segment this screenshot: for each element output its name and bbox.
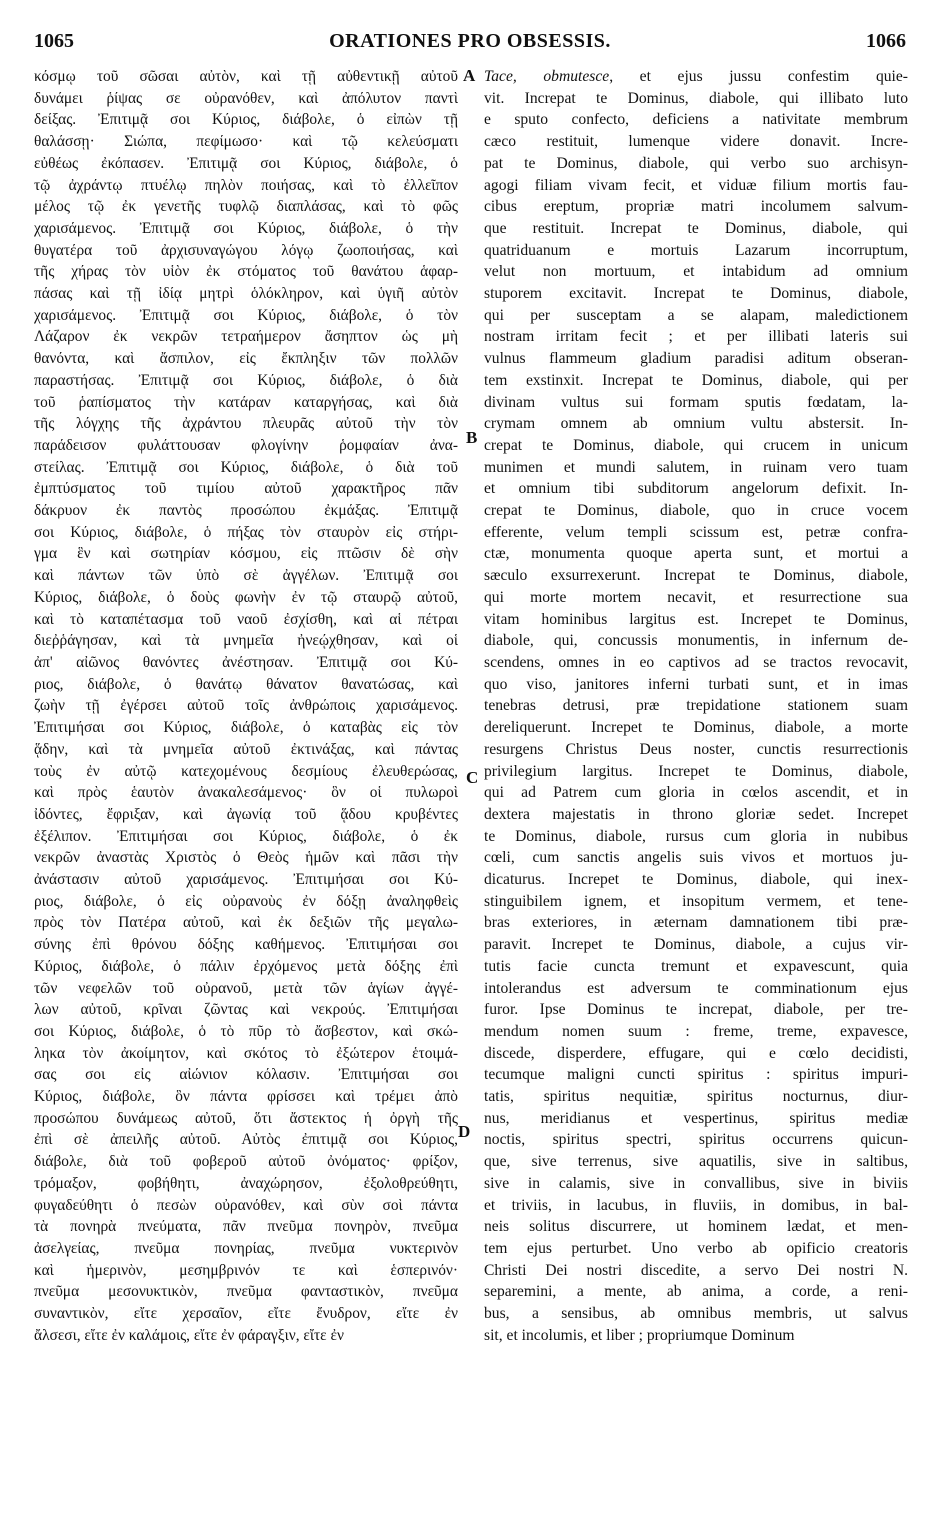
latin-text-line: qui ad Patrem cum gloria in cœlos ascendit, et in	[484, 784, 908, 802]
latin-text-line: sæculo exsurrexerunt. Increpat te Dominus, diabole,	[484, 567, 908, 585]
latin-text-line: mendum nomen suum : freme, treme, expavesce,	[484, 1022, 908, 1040]
latin-text-line: bras exteriores, in æternam damnationem tibi præ-	[484, 914, 908, 932]
greek-text-line: ἐξέλιπον. Ἐπιτιμήσαι σοι Κύριος, διάβολε, ὁ ἐκ	[34, 827, 458, 845]
greek-text-line: ᾅδην, καὶ τὰ μνημεῖα αὐτοῦ ἐκτινάξας, καὶ πάντας	[34, 740, 458, 758]
latin-text-line: ctæ, monumenta quoque aperta sunt, et mortui a	[484, 545, 908, 563]
greek-text-line: παράδεισον φυλάττουσαν φλογίνην ῥομφαίαν ἀνα-	[34, 436, 458, 454]
latin-text-line: sit, et incolumis, et liber ; propriumque Dominum	[484, 1326, 795, 1344]
greek-text-line: ἀνάστασιν αὐτοῦ χαρισάμενος. Ἐπιτιμήσαι σοι Κύ-	[34, 871, 458, 889]
latin-text-line: discede, disperdere, effugare, qui e cœlo decidisti,	[484, 1044, 908, 1062]
greek-column	[34, 66, 458, 1346]
latin-column	[484, 66, 908, 1346]
latin-text-line: dereliquerunt. Increpet te Dominus, diabole, a morte	[484, 719, 908, 737]
greek-text-line: κόσμῳ τοῦ σῶσαι αὐτὸν, καὶ τῇ αὐθεντικῇ αὐτοῦ	[34, 68, 458, 85]
latin-text-line: tem ejus perturbet. Uno verbo ab opificio creatoris	[484, 1239, 908, 1257]
latin-text-line: cœli, cum sanctis angelis suis vivos et mortuos ju-	[484, 849, 908, 867]
latin-text-line: privilegium largitus. Increpet te Dominus, diabole,	[484, 762, 908, 780]
latin-text-line: crepat te Dominus, diabole, qui crucem in unicum	[484, 436, 908, 454]
running-header	[0, 30, 940, 64]
latin-text-line: crepat te Dominus, diabole, quo in cruce vocem	[484, 502, 908, 520]
greek-text-line: διάβολε, διὰ τοῦ φοβεροῦ αὐτοῦ ὀνόματος· φρίξον,	[34, 1153, 458, 1171]
greek-text-line: ἄλσεσι, εἴτε ἐν καλάμοις, εἴτε ἐν φάραγξιν, εἴτε ἐν	[34, 1326, 344, 1344]
greek-text-line: θανόντα, καὶ ἄσπιλον, εἰς ἔκπληξιν τῶν πολλῶν	[34, 350, 458, 368]
latin-text-line: tem exstinxit. Increpat te Dominus, diabole, qui per	[484, 371, 908, 389]
latin-text-line: paravit. Increpet te Dominus, diabole, a cujus vir-	[484, 936, 908, 954]
latin-text-line: nostram irritam fecit ; et per illibati lateris sui	[484, 328, 908, 346]
latin-text-line: et omnium tibi subditorum angelorum defixit. In-	[484, 480, 908, 498]
latin-text-line: sive in calamis, sive in convallibus, sive in biviis	[484, 1174, 908, 1192]
greek-text-line: πάσας καὶ τῇ ἰδίᾳ μητρὶ ὁλόκληρον, καὶ ὑγιῆ αὐτὸν	[34, 285, 458, 303]
latin-text-line: velut non mortuum, et intabidum ad omnium	[484, 263, 908, 281]
greek-text-line: Κύριος, διάβολε, ὃν πάντα φρίσσει καὶ τρέμει ἀπὸ	[34, 1088, 458, 1106]
greek-text-line: ἰδόντες, ἔφριξαν, καὶ ἀγωνίᾳ τοῦ ᾅδου κρυβέντες	[34, 805, 458, 823]
page-number-right: 1066	[866, 30, 906, 52]
greek-text-line: τῆς χήρας τὸν υἱὸν ἐκ στόματος τοῦ θανάτου ἁφαρ-	[34, 263, 458, 281]
latin-text-line: crymam omnem ab omnium vultu abstersit. In-	[484, 415, 908, 433]
greek-text-line: τῷ ἀχράντῳ πτυέλῳ πηλὸν ποιήσας, καὶ τὸ ἐλλεῖπον	[34, 176, 458, 194]
greek-text-line: διεῤῥάγησαν, καὶ τὰ μνημεῖα ἠνεῴχθησαν, καὶ οἱ	[34, 632, 458, 650]
section-marker-d: D	[458, 1122, 471, 1141]
latin-text-line: tutis facie cuncta tremunt et expavescunt, quia	[484, 957, 908, 975]
greek-text-line: τῆς λόγχης τῆς ἀχράντου πλευρᾶς αὐτοῦ τὴν τὸν	[34, 415, 458, 433]
greek-text-line: χαρισάμενος. Ἐπιτιμᾷ σοι Κύριος, διάβολε, ὁ τὴν	[34, 219, 458, 237]
greek-text-line: καὶ τὸ καταπέτασμα τοῦ ναοῦ ἐσχίσθη, καὶ αἱ πέτραι	[34, 610, 458, 628]
latin-text-line: dicaturus. Increpet te Dominus, diabole, qui inex-	[484, 871, 908, 889]
latin-text-line: bus, a sensibus, ab omnibus membris, ut salvus	[484, 1305, 908, 1323]
greek-text-line: νεκρῶν ἀναστὰς Χριστὸς ὁ Θεὸς ἡμῶν καὶ πᾶσι τὴν	[34, 849, 458, 867]
latin-text-line: neis solitus discurrere, ut hominem lædat, et men-	[484, 1218, 908, 1236]
greek-text-line: σοι Κύριος, διάβολε, ὁ πήξας τὸν σταυρὸν εἰς στήρι-	[34, 523, 458, 541]
latin-text-line: e sputo confecto, deficiens a nativitate membrum	[484, 111, 908, 129]
latin-text-line: furor. Ipse Dominus te increpat, diabole, per tre-	[484, 1001, 908, 1019]
greek-text-line: τοὺς ἐν αὐτῷ κατεχομένους δεσμίους ἐλευθερώσας,	[34, 762, 458, 780]
greek-text-line: καὶ πάντων τῶν ὑπὸ σὲ ἀγγέλων. Ἐπιτιμᾷ σοι	[34, 567, 458, 585]
greek-text-line: παραστήσας. Ἐπιτιμᾷ σοι Κύριος, διάβολε, ὁ διὰ	[34, 371, 458, 389]
greek-text-line: γμα ἓν καὶ σωτηρίαν κόσμου, εἰς πτῶσιν δὲ σὴν	[34, 545, 458, 563]
greek-text-line: σοι Κύριος, διάβολε, ὁ τὸ πῦρ τὸ ἄσβεστον, καὶ σκώ-	[34, 1022, 458, 1040]
greek-text-line: λων αὐτοῦ, κρῖναι ζῶντας καὶ νεκρούς. Ἐπιτιμήσαι	[34, 1001, 458, 1019]
latin-text-line: et triviis, in lacubus, in fluviis, in domibus, in bal-	[484, 1196, 908, 1214]
latin-text-line: scendens, omnes in eo captivos ad se tractos revocavit,	[484, 653, 908, 671]
greek-text-line: Κύριος, διάβολε, ὁ πάλιν ἐρχόμενος μετὰ δόξης ἐπὶ	[34, 957, 458, 975]
latin-text-line: nus, meridianus et vespertinus, spiritus mediæ	[484, 1109, 908, 1127]
latin-text-line: Christi Dei nostri discedite, a servo Dei nostri N.	[484, 1261, 908, 1279]
greek-text-line: Λάζαρον ἐκ νεκρῶν τετραήμερον ἄσηπτον ὡς μὴ	[34, 328, 458, 346]
greek-text-line: Κύριος, διάβολε, ὁ δοὺς φωνὴν ἐν τῷ σταυρῷ αὐτοῦ,	[34, 588, 458, 606]
section-marker-c: C	[466, 768, 479, 787]
section-marker-b: B	[466, 428, 478, 447]
latin-text-line: efferente, velum templi scissum est, petræ confra-	[484, 523, 908, 541]
latin-text-line: Tace, obmutesce, et ejus jussu confestim quie-	[484, 68, 908, 85]
latin-text-line: cæco restituit, lumenque videre donavit. Incre-	[484, 133, 908, 151]
latin-text-line: tatis, spiritus nequitiæ, spiritus nocturnus, diur-	[484, 1088, 908, 1106]
greek-text-line: εὐθέως ἐκόπασεν. Ἐπιτιμᾷ σοι Κύριος, διάβολε, ὁ	[34, 154, 458, 172]
running-title: ORATIONES PRO OBSESSIS.	[329, 30, 611, 52]
latin-text-line: dextera majestatis in throno gloriæ sedet. Increpet	[484, 805, 908, 823]
latin-text-line: agogi filiam vivam fecit, et viduæ filium mortis fau-	[484, 176, 908, 194]
greek-text-line: ληκα τὸν ἀκοίμητον, καὶ σκότος τὸ ἐξώτερον ἑτοιμά-	[34, 1044, 458, 1062]
latin-text-line: cibus ereptum, propriæ matri incolumem salvum-	[484, 198, 908, 216]
greek-text-line: χαρισάμενος. Ἐπιτιμᾷ σοι Κύριος, διάβολε, ὁ τὸν	[34, 306, 458, 324]
greek-text-line: ἐμπτύσματος τοῦ τιμίου αὐτοῦ χαρακτῆρος πᾶν	[34, 480, 458, 498]
latin-text-line: munimen et mundi salutem, in ruinam vero tuam	[484, 458, 908, 476]
latin-text-line: qui per susceptam a se alapam, maledictionem	[484, 306, 908, 324]
greek-text-line: δυνάμει ῥίψας σε οὐρανόθεν, καὶ ἀπόλυτον παντὶ	[34, 89, 458, 107]
section-marker-a: A	[463, 66, 476, 85]
greek-text-line: ἀσελγείας, πνεῦμα πονηρίας, πνεῦμα νυκτερινὸν	[34, 1239, 458, 1257]
greek-text-line: Ἐπιτιμήσαι σοι Κύριος, διάβολε, ὁ καταβὰς εἰς τὸν	[34, 719, 458, 737]
latin-text-line: vit. Increpat te Dominus, diabole, qui illibato luto	[484, 89, 908, 107]
greek-text-line: συναντικὸν, εἴτε χερσαῖον, εἴτε ἔνυδρον, εἴτε ἐν	[34, 1305, 458, 1323]
latin-text-line: resurgens Christus Deus noster, cunctis resurrectionis	[484, 740, 908, 758]
greek-text-line: τοῦ ῥαπίσματος τὴν κατάραν καταργήσας, καὶ διὰ	[34, 393, 458, 411]
latin-text-line: intolerandus est adversum te comminationum ejus	[484, 979, 908, 997]
latin-text-line: quo viso, janitores inferni turbati sunt, et in imas	[484, 675, 908, 693]
latin-text-line: vulnus flammeum gladium paradisi aditum obseran-	[484, 350, 908, 368]
latin-text-line: divinam vultus sui formam sputis fœdatam, la-	[484, 393, 908, 411]
greek-text-line: ἀπ' αἰῶνος θανόντες ἀνέστησαν. Ἐπιτιμᾷ σοι Κύ-	[34, 653, 458, 671]
latin-text-line: vitam hominibus largitus est. Increpet te Dominus,	[484, 610, 908, 628]
greek-text-line: δείξας. Ἐπιτιμᾷ σοι Κύριος, διάβολε, ὁ εἰπὼν τῇ	[34, 111, 458, 129]
greek-text-line: ἐπὶ σὲ ἀπειλῆς αὐτοῦ. Αὐτὸς ἐπιτιμᾷ σοι Κύριος,	[34, 1131, 458, 1149]
latin-text-line: que, sive terrenus, sive aquatilis, sive in saltibus,	[484, 1153, 908, 1171]
greek-text-line: πνεῦμα μεσονυκτικὸν, πνεῦμα φανταστικὸν, πνεῦμα	[34, 1283, 458, 1301]
greek-text-line: φυγαδεύθητι ὁ πεσὼν οὐρανόθεν, καὶ σὺν σοὶ πάντα	[34, 1196, 458, 1214]
latin-text-line: que restituit. Increpat te Dominus, diabole, qui	[484, 219, 908, 237]
latin-text-line: noctis, spiritus spectri, spiritus occurrens quicun-	[484, 1131, 908, 1149]
greek-text-line: μέλος τῷ ἐκ γενετῆς τυφλῷ διαπλάσας, καὶ τὸ φῶς	[34, 198, 458, 216]
latin-text-line: quatriduanum e mortuis Lazarum incorruptum,	[484, 241, 908, 259]
greek-text-line: στείλας. Ἐπιτιμᾷ σοι Κύριος, διάβολε, ὁ διὰ τοῦ	[34, 458, 458, 476]
latin-text-line: tenebras detrusi, præ trepidatione stationem suam	[484, 697, 908, 715]
greek-text-line: τὰ πονηρὰ πνεύματα, πᾶν πνεῦμα πονηρὸν, πνεῦμα	[34, 1218, 458, 1236]
latin-text-line: te Dominus, diabole, rursus cum gloria in nubibus	[484, 827, 908, 845]
greek-text-line: τῶν νεφελῶν τοῦ οὐρανοῦ, μετὰ τῶν ἁγίων ἀγγέ-	[34, 979, 458, 997]
latin-text-line: separemini, a mente, ab anima, a corde, a reni-	[484, 1283, 908, 1301]
greek-text-line: καὶ πρὸς ἑαυτὸν ἀνακαλεσάμενος· ὃν οἱ πυλωροὶ	[34, 784, 458, 802]
greek-text-line: καὶ ἡμερινὸν, μεσημβρινόν τε καὶ ἑσπερινόν·	[34, 1261, 458, 1279]
latin-text-line: pat te Dominus, diabole, qui verbo suo archisyn-	[484, 154, 908, 172]
greek-text-line: ζωὴν τῇ ἐγέρσει αὐτοῦ τοῖς ἀνθρώποις χαρισάμενος.	[34, 697, 458, 715]
greek-text-line: πρὸς τὸν Πατέρα αὐτοῦ, καὶ ἐκ δεξιῶν τῆς μεγαλω-	[34, 914, 458, 932]
greek-text-line: θαλάσσῃ· Σιώπα, πεφίμωσο· καὶ τῷ κελεύσματι	[34, 133, 458, 151]
greek-text-line: σύνης ἐπὶ θρόνου δόξης καθήμενος. Ἐπιτιμήσαι σοι	[34, 936, 458, 954]
greek-text-line: ριος, διάβολε, ὁ θανάτῳ θάνατον θανατώσας, καὶ	[34, 675, 458, 693]
greek-text-line: δάκρυον ἐκ παντὸς προσώπου ἐκμάξας. Ἐπιτιμᾷ	[34, 502, 458, 520]
latin-text-line: stinguibilem ignem, et insopitum vermem, et tene-	[484, 892, 908, 910]
greek-text-line: τρόμαξον, φοβήθητι, ἀναχώρησον, ἐξολοθρεύθητι,	[34, 1174, 458, 1192]
latin-text-line: qui morte mortem necavit, et resurrectione sua	[484, 588, 908, 606]
greek-text-line: ριος, διάβολε, ὁ εἰς οὐρανοὺς ἐν δόξῃ ἀναληφθεὶς	[34, 892, 458, 910]
latin-text-line: diabole, qui, concussis monumentis, in infernum de-	[484, 632, 908, 650]
greek-text-line: θυγατέρα τοῦ ἀρχισυναγώγου λόγῳ ζωοποιήσας, καὶ	[34, 241, 458, 259]
page-number-left: 1065	[34, 30, 74, 52]
latin-text-line: stuporem excitavit. Increpat te Dominus, diabole,	[484, 285, 908, 303]
greek-text-line: προσώπου δυνάμεως αὐτοῦ, ὅτι ἄστεκτος ἡ ὀργὴ τῆς	[34, 1109, 458, 1127]
greek-text-line: σας σοι εἰς αἰώνιον κόλασιν. Ἐπιτιμήσαι σοι	[34, 1066, 458, 1084]
latin-text-line: tecumque maligni cuncti spiritus : spiritus impuri-	[484, 1066, 908, 1084]
